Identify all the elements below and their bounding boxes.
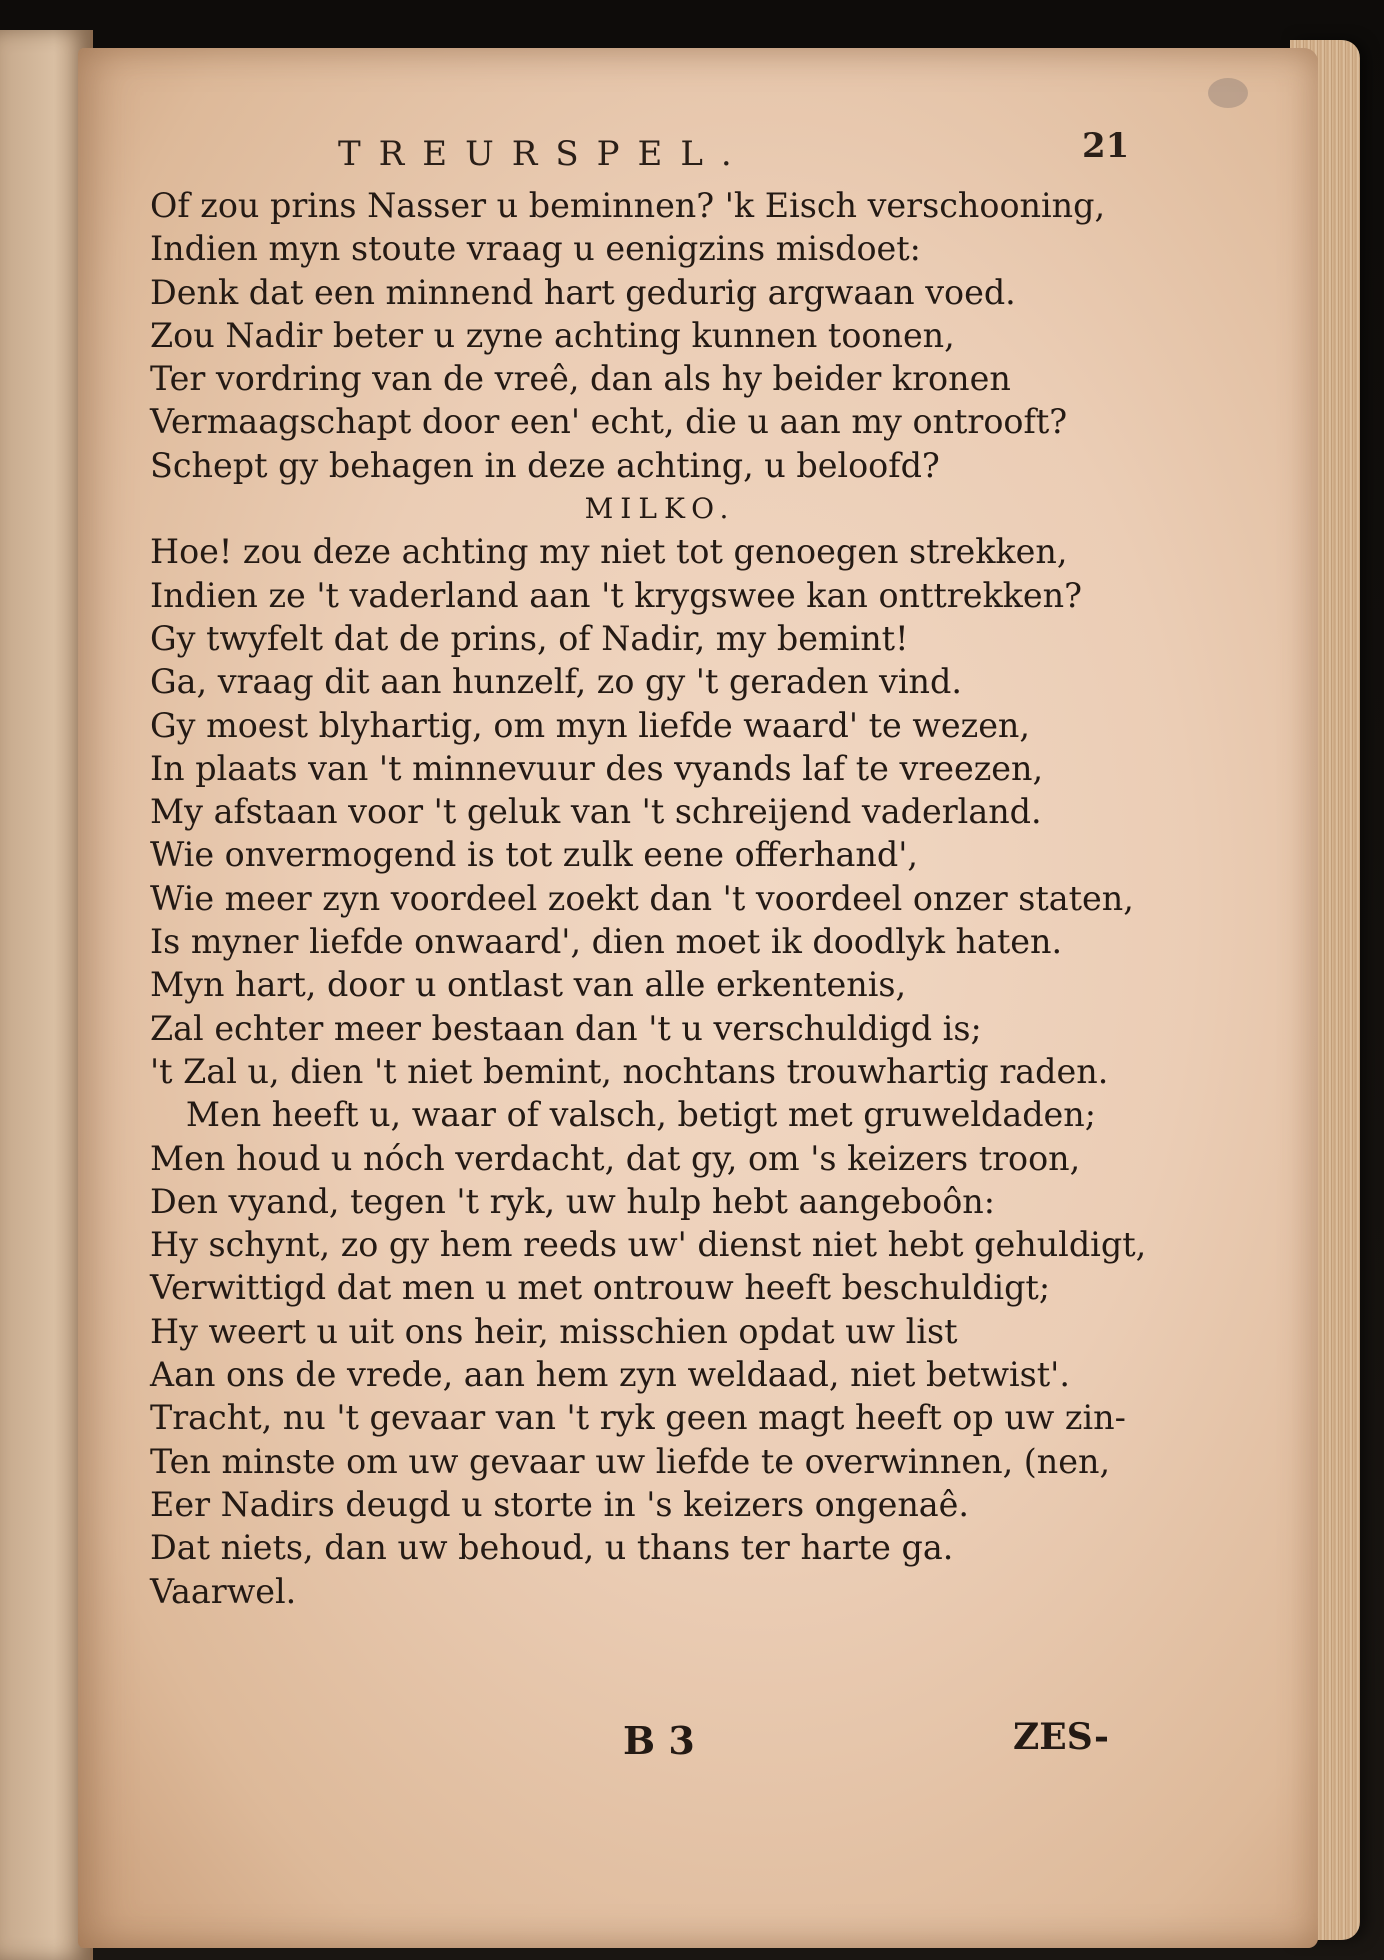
verse-text <box>150 184 1230 1613</box>
speaker-heading: MILKO. <box>584 492 736 526</box>
verse-line: Indien myn stoute vraag u eenigzins misdoet: <box>150 229 921 269</box>
verse-line: Zal echter meer bestaan dan 't u verschuldigd is; <box>150 1008 982 1048</box>
verse-line: Hoe! zou deze achting my niet tot genoegen strekken, <box>150 532 1068 572</box>
verse-line: Tracht, nu 't gevaar van 't ryk geen magt heeft op uw zin- <box>150 1398 1126 1438</box>
verse-line: Verwittigd dat men u met ontrouw heeft beschuldigt; <box>150 1268 1051 1308</box>
catchword: ZES- <box>1013 1716 1109 1758</box>
verse-line: Wie onvermogend is tot zulk eene offerhand', <box>150 835 918 875</box>
verse-line: Of zou prins Nasser u beminnen? 'k Eisch verschooning, <box>150 186 1106 225</box>
verse-line: Ter vordring van de vreê, dan als hy beider kronen <box>150 359 1011 399</box>
verse-line: Men houd u nóch verdacht, dat gy, om 's keizers troon, <box>150 1138 1081 1178</box>
verse-line: Vaarwel. <box>150 1571 297 1611</box>
verse-line: Is myner liefde onwaard', dien moet ik doodlyk haten. <box>150 922 1063 962</box>
verse-line: Ten minste om uw gevaar uw liefde te overwinnen, (nen, <box>150 1441 1111 1481</box>
verse-line: Gy moest blyhartig, om myn liefde waard' te wezen, <box>150 705 1031 745</box>
verse-line: Vermaagschapt door een' echt, die u aan my ontrooft? <box>150 402 1068 442</box>
verse-line: Wie meer zyn voordeel zoekt dan 't voordeel onzer staten, <box>150 878 1134 918</box>
verse-line: Den vyand, tegen 't ryk, uw hulp hebt aangeboôn: <box>150 1181 996 1221</box>
verse-line: Eer Nadirs deugd u storte in 's keizers ongenaê. <box>150 1484 970 1524</box>
verse-line: In plaats van 't minnevuur des vyands laf te vreezen, <box>150 748 1044 788</box>
verse-line: Aan ons de vrede, aan hem zyn weldaad, niet betwist'. <box>150 1355 1070 1395</box>
book-page <box>78 48 1318 1948</box>
verse-line: Indien ze 't vaderland aan 't krygswee kan onttrekken? <box>150 575 1082 615</box>
verse-line: My afstaan voor 't geluk van 't schreijend vaderland. <box>150 792 1042 832</box>
signature-mark: B 3 <box>623 1718 695 1763</box>
verse-line: Men heeft u, waar of valsch, betigt met gruweldaden; <box>185 1095 1097 1135</box>
running-head: TREURSPEL. <box>338 134 750 174</box>
verse-line: 't Zal u, dien 't niet bemint, nochtans trouwhartig raden. <box>150 1051 1109 1091</box>
verse-line: Ga, vraag dit aan hunzelf, zo gy 't geraden vind. <box>150 662 962 702</box>
verse-line: Hy weert u uit ons heir, misschien opdat uw list <box>150 1311 958 1351</box>
paper-stain <box>1208 78 1248 108</box>
verse-line: Myn hart, door u ontlast van alle erkentenis, <box>150 965 907 1005</box>
page-number: 21 <box>1082 126 1130 166</box>
verse-line: Gy twyfelt dat de prins, of Nadir, my bemint! <box>150 618 909 658</box>
verse-line: Schept gy behagen in deze achting, u beloofd? <box>150 445 940 485</box>
verse-line: Hy schynt, zo gy hem reeds uw' dienst niet hebt gehuldigt, <box>150 1225 1147 1265</box>
verse-line: Denk dat een minnend hart gedurig argwaan voed. <box>150 272 1016 312</box>
verse-line: Zou Nadir beter u zyne achting kunnen toonen, <box>150 315 955 355</box>
verse-line: Dat niets, dan uw behoud, u thans ter harte ga. <box>150 1528 954 1568</box>
